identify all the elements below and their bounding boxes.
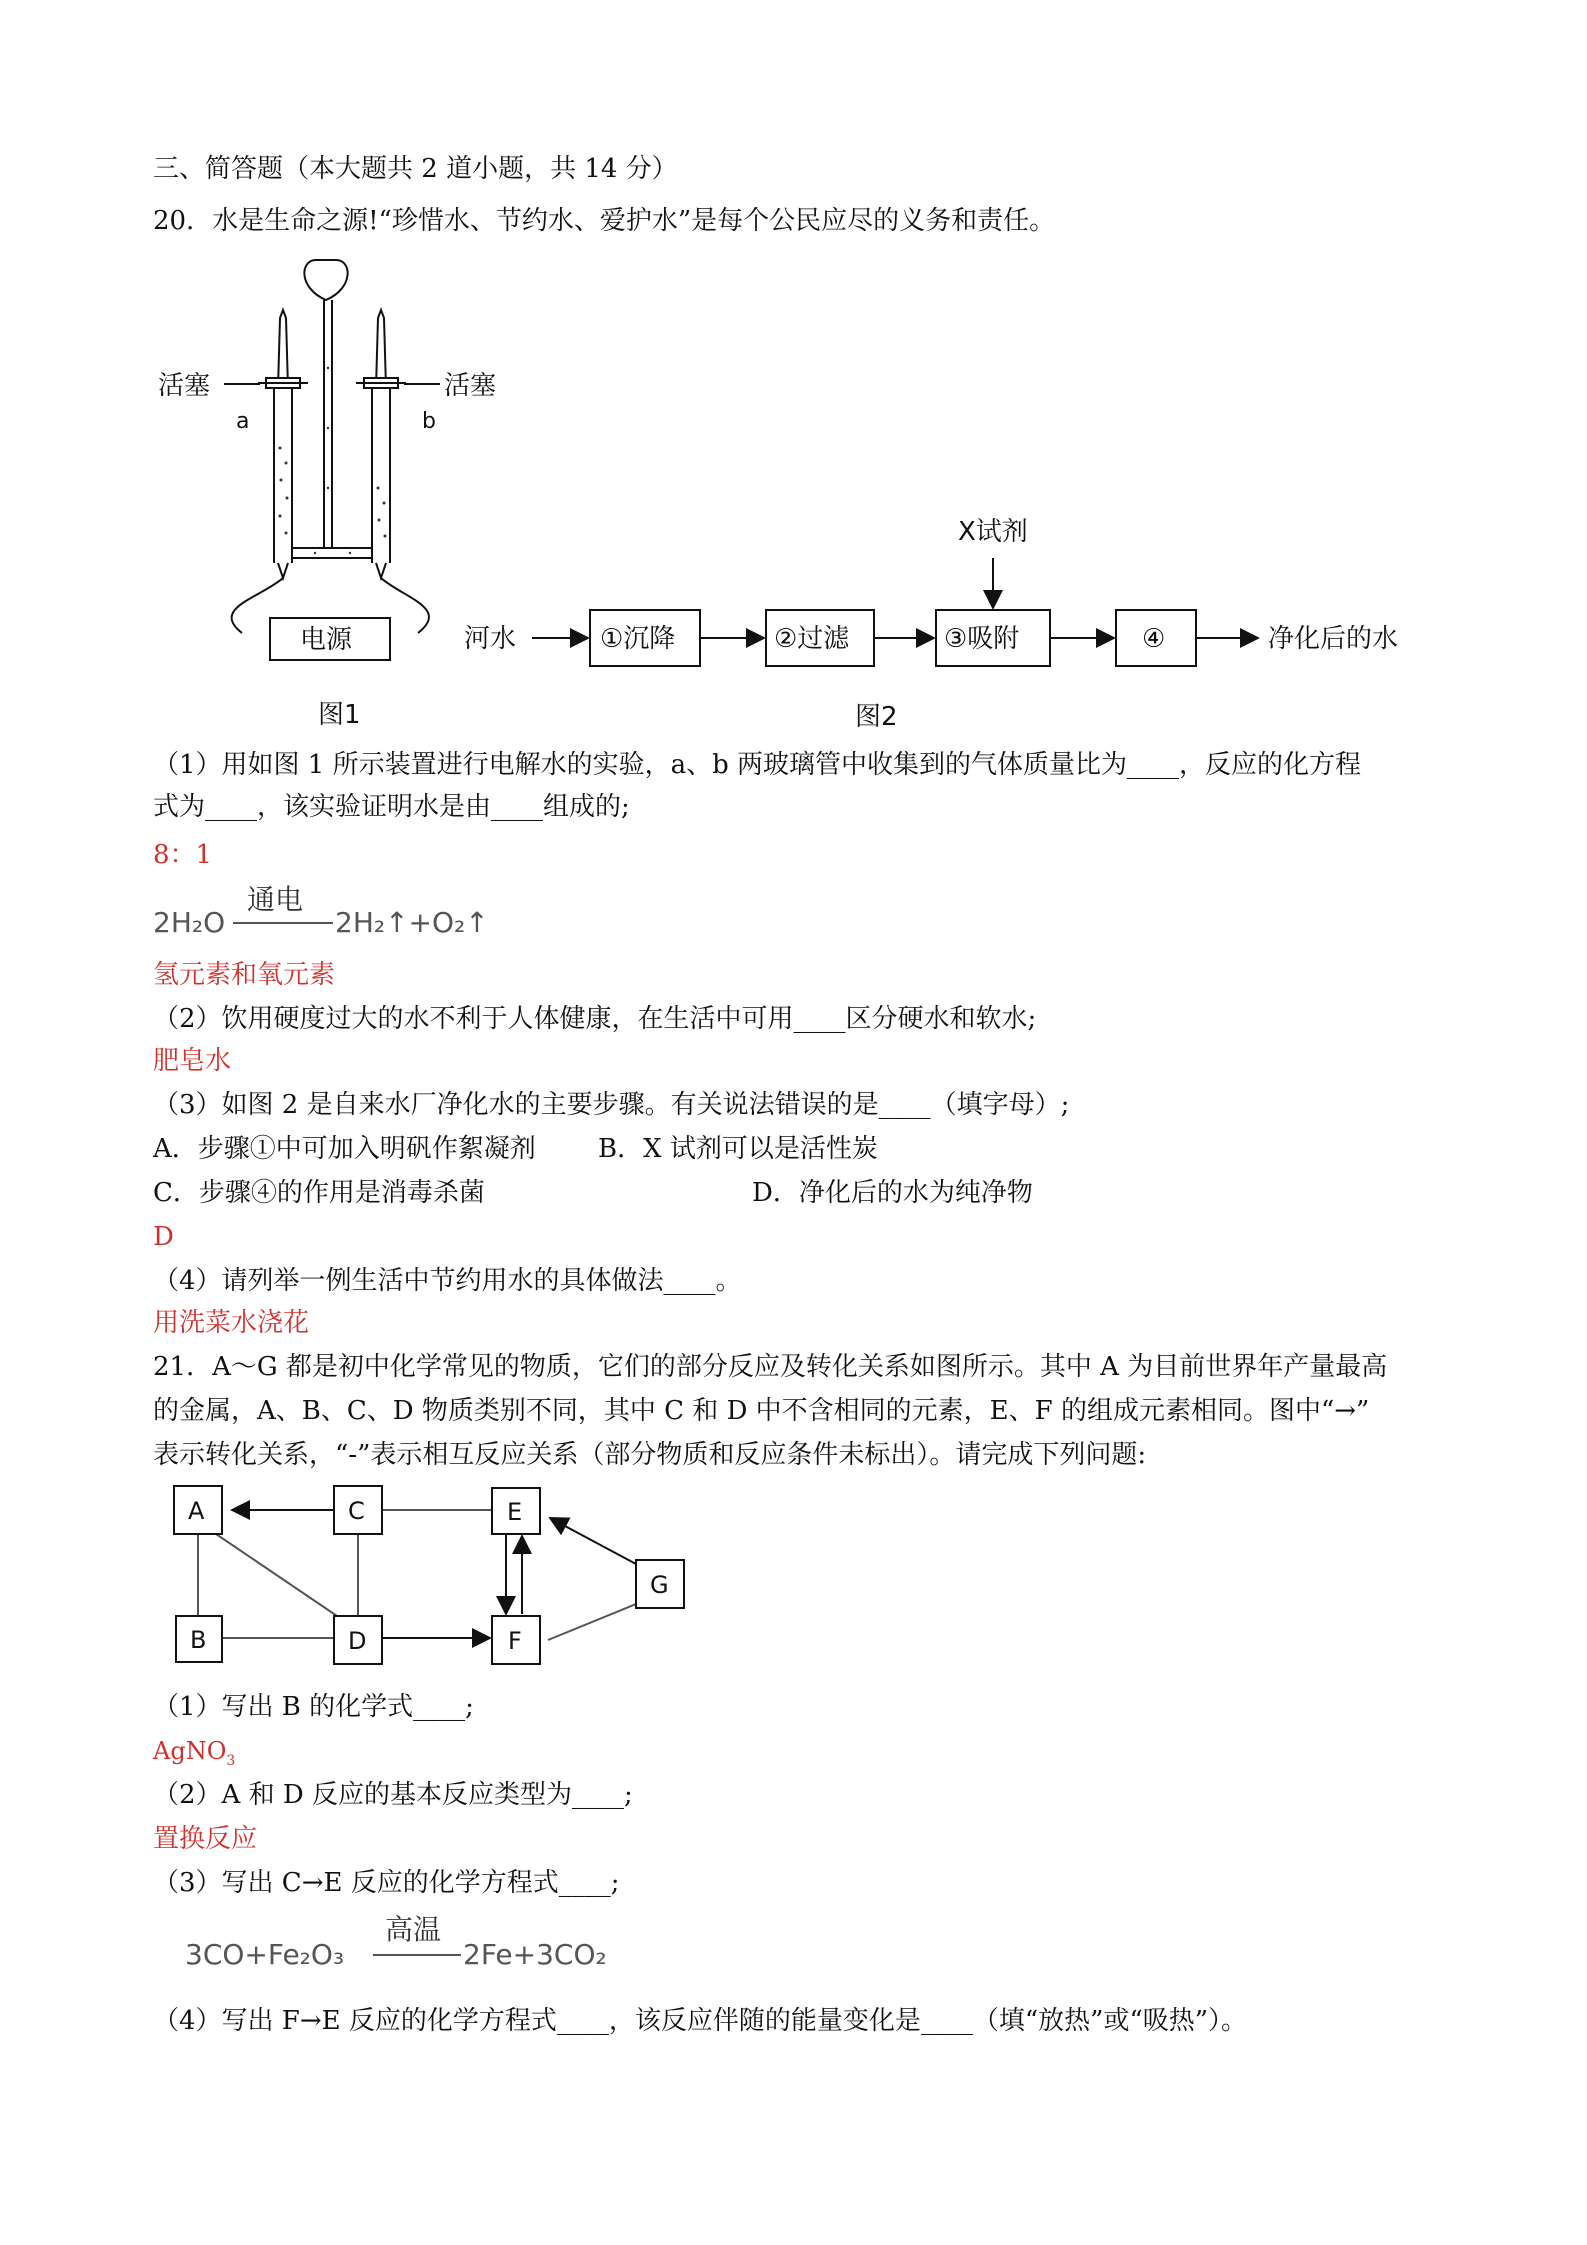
eq1-rhs: 2H₂↑+O₂↑ <box>335 906 489 939</box>
node-c: C <box>348 1497 365 1525</box>
q20-answer2: 肥皂水 <box>153 1046 232 1076</box>
q20-option-c: C．步骤④的作用是消毒杀菌 <box>153 1178 485 1208</box>
eq1-lhs: 2H₂O <box>153 906 226 939</box>
q20-part1-line2: 式为____，该实验证明水是由____组成的; <box>153 792 630 822</box>
node-d: D <box>348 1627 367 1655</box>
q21-part1: （1）写出 B 的化学式____; <box>153 1692 474 1722</box>
tube-a-label: a <box>236 409 250 434</box>
q20-answer3: D <box>153 1222 174 1252</box>
q20-part3: （3）如图 2 是自来水厂净化水的主要步骤。有关说法错误的是____（填字母）; <box>153 1090 1070 1120</box>
q21-stem-line1: 21．A～G 都是初中化学常见的物质，它们的部分反应及转化关系如图所示。其中 A 为目前世界年产量最高 <box>153 1352 1388 1382</box>
figure-1-caption: 图1 <box>318 700 361 730</box>
q21-stem-line2: 的金属，A、B、C、D 物质类别不同，其中 C 和 D 中不含相同的元素，E、F 的组成元素相同。图中“→” <box>153 1396 1370 1426</box>
river-water-label: 河水 <box>464 624 517 654</box>
q20-stem: 20．水是生命之源!“珍惜水、节约水、爱护水”是每个公民应尽的义务和责任。 <box>153 206 1056 236</box>
valve-left-label: 活塞 <box>158 371 211 401</box>
q20-answer1-ratio: 8：1 <box>153 840 213 870</box>
eq1-arrow-line <box>233 922 333 924</box>
purified-water-label: 净化后的水 <box>1268 624 1399 654</box>
x-reagent-label: X试剂 <box>958 517 1028 547</box>
eq2-rhs: 2Fe+3CO₂ <box>463 1938 607 1971</box>
q21-part3: （3）写出 C→E 反应的化学方程式____; <box>153 1868 620 1898</box>
q20-part2: （2）饮用硬度过大的水不利于人体健康，在生活中可用____区分硬水和软水; <box>153 1004 1037 1034</box>
q20-answer1-elements: 氢元素和氧元素 <box>153 960 336 990</box>
answer1-subscript: 3 <box>226 1752 236 1769</box>
tube-b-label: b <box>422 409 436 434</box>
answer1-formula: AgNO <box>153 1737 227 1765</box>
eq2-arrow-line <box>373 1954 461 1956</box>
step-1-label: ①沉降 <box>600 624 676 654</box>
node-g: G <box>650 1571 669 1599</box>
node-f: F <box>508 1627 522 1655</box>
q20-option-d: D．净化后的水为纯净物 <box>752 1178 1033 1208</box>
q20-part1-line1: （1）用如图 1 所示装置进行电解水的实验，a、b 两玻璃管中收集到的气体质量比为____，反应的化方程 <box>153 750 1362 780</box>
valve-right-label: 活塞 <box>444 371 497 401</box>
q21-answer2: 置换反应 <box>153 1824 258 1854</box>
power-supply-label: 电源 <box>300 625 353 655</box>
node-a: A <box>188 1497 205 1525</box>
q21-stem-line3: 表示转化关系，“-”表示相互反应关系（部分物质和反应条件未标出）。请完成下列问题: <box>153 1440 1147 1470</box>
step-4-label: ④ <box>1142 624 1166 654</box>
q20-part4: （4）请列举一例生活中节约用水的具体做法____。 <box>153 1266 742 1296</box>
step-2-label: ②过滤 <box>774 624 850 654</box>
eq2-lhs: 3CO+Fe₂O₃ <box>185 1938 345 1971</box>
eq1-condition: 通电 <box>247 883 304 916</box>
q21-part4: （4）写出 F→E 反应的化学方程式____，该反应伴随的能量变化是____（填“放热”或“吸热”）。 <box>153 2006 1248 2036</box>
eq2-condition: 高温 <box>385 1913 442 1946</box>
node-b: B <box>190 1626 207 1654</box>
q20-option-b: B．X 试剂可以是活性炭 <box>598 1134 878 1164</box>
q20-option-a: A．步骤①中可加入明矾作絮凝剂 <box>153 1134 536 1164</box>
figure-2-purification-flow <box>450 510 1450 740</box>
q21-relationship-diagram <box>160 1478 700 1678</box>
step-3-label: ③吸附 <box>944 624 1020 654</box>
section-title: 三、简答题（本大题共 2 道小题，共 14 分） <box>153 154 678 184</box>
q21-answer1 <box>153 1734 235 1778</box>
figure-2-caption: 图2 <box>855 702 898 732</box>
q21-part2: （2）A 和 D 反应的基本反应类型为____; <box>153 1780 633 1810</box>
q20-answer4: 用洗菜水浇花 <box>153 1308 310 1338</box>
node-e: E <box>507 1498 523 1526</box>
